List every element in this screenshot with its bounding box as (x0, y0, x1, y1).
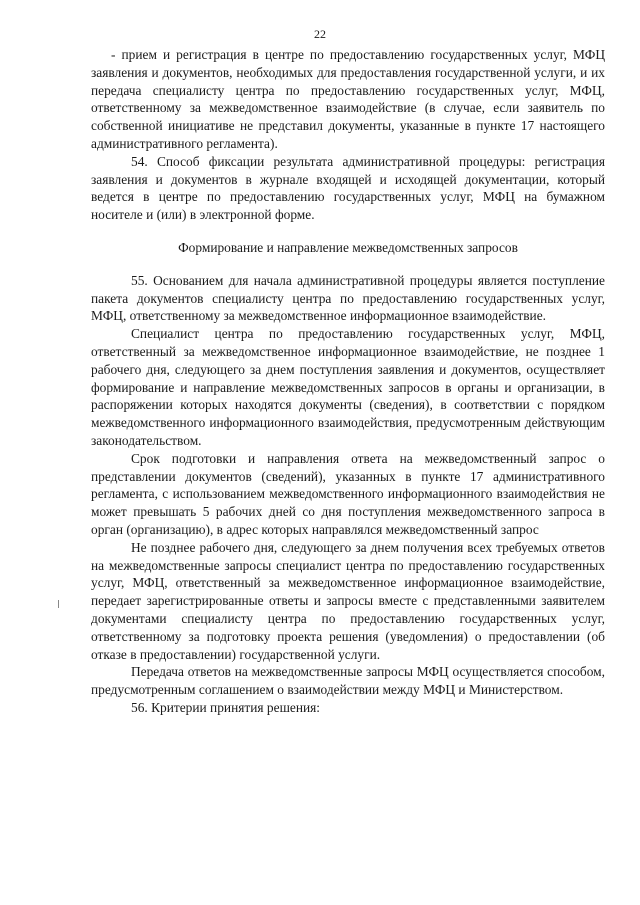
paragraph-list-item: - прием и регистрация в центре по предоставлению государственных услуг, МФЦ заявления и документов, необходимых для предоставления государственной услуги, и их передача специалисту центра по предоставлению государственных услуг, МФЦ, ответственному за межведомственное взаимодействие (в случае, если заявитель по собственной инициативе не представил документы, указанные в пункте 17 настоящего административного регламента). (91, 47, 605, 151)
paragraph-56: 56. Критерии принятия решения: (131, 699, 321, 715)
paragraph-deadline: Срок подготовки и направления ответа на межведомственный запрос о представлении документов (сведений), указанных в пункте 17 административного регламента, с использованием межведомственного информационного взаимодействия не может превышать 5 рабочих дней со дня поступления межведомственного запроса в орган (организацию), в адрес которых направлялся межведомственный запрос (91, 450, 605, 537)
page-number: 22 (314, 27, 326, 41)
margin-mark (58, 600, 59, 608)
paragraph-mfc-transfer: Передача ответов на межведомственные запросы МФЦ осуществляется способом, предусмотренным соглашением о взаимодействии между МФЦ и Министерством. (91, 664, 605, 698)
paragraph-55: 55. Основанием для начала административной процедуры является поступление пакета документов специалисту центра по предоставлению государственных услуг, МФЦ, ответственному за межведомственное информационное взаимодействие. (91, 272, 605, 324)
section-heading: Формирование и направление межведомственных запросов (178, 239, 518, 255)
document-body (91, 46, 605, 717)
paragraph-specialist: Специалист центра по предоставлению государственных услуг, МФЦ, ответственный за межведомственное информационное взаимодействие, не позднее 1 рабочего дня, следующего за днем поступления заявления и документов, осуществляет формирование и направление межведомственных запросов в органы и организации, в распоряжении которых находятся документы (сведения), в соответствии с порядком межведомственного информационного взаимодействия, предусмотренным действующим законодательством. (91, 326, 605, 448)
paragraph-transfer: Не позднее рабочего дня, следующего за днем получения всех требуемых ответов на межведомственные запросы специалист центра по предоставлению государственных услуг, МФЦ, ответственный за межведомственное информационное взаимодействие, передает зарегистрированные ответы и запросы вместе с представленными заявителем документами специалисту центра по предоставлению государственных услуг, ответственному за подготовку проекта решения (уведомления) о предоставлении (об отказе в предоставлении) государственной услуги. (91, 539, 605, 662)
paragraph-54: 54. Способ фиксации результата административной процедуры: регистрация заявления и документов в журнале входящей и исходящей документации, который ведется в центре по предоставлению государственных услуг, МФЦ на бумажном носителе и (или) в электронной форме. (91, 153, 605, 223)
